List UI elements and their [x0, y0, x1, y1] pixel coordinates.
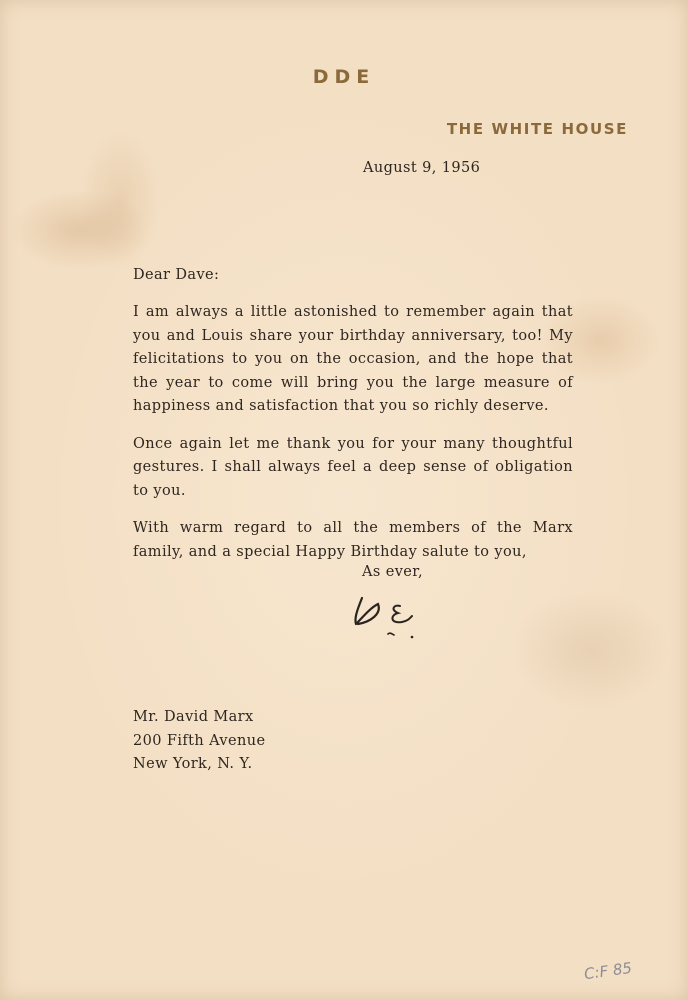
letterhead-office: THE WHITE HOUSE — [446, 120, 628, 138]
pencil-annotation: C:F 85 — [582, 958, 634, 984]
handwritten-signature — [348, 588, 438, 643]
recipient-address — [133, 706, 265, 777]
letterhead-monogram: DDE — [312, 66, 376, 88]
body-paragraph: With warm regard to all the members of the Marx family, and a special Happy Birthday salute to you, — [133, 520, 573, 560]
letter-salutation: Dear Dave: — [133, 267, 220, 283]
body-paragraph: I am always a little astonished to remember again that you and Louis share your birthday anniversary, too! My felicitations to you on the occasion, and the hope that the year to come will bring you the large measure of happiness and satisfaction that you so richly deserve. — [133, 304, 573, 414]
recipient-city: New York, N. Y. — [133, 756, 253, 772]
letter-closing: As ever, — [362, 564, 424, 580]
letter-body — [133, 301, 573, 578]
body-paragraph: Once again let me thank you for your many thoughtful gestures. I shall always feel a deep sense of obligation to you. — [133, 435, 573, 499]
letter-date: August 9, 1956 — [363, 160, 481, 176]
recipient-street: 200 Fifth Avenue — [133, 732, 266, 749]
recipient-name: Mr. David Marx — [133, 709, 254, 725]
